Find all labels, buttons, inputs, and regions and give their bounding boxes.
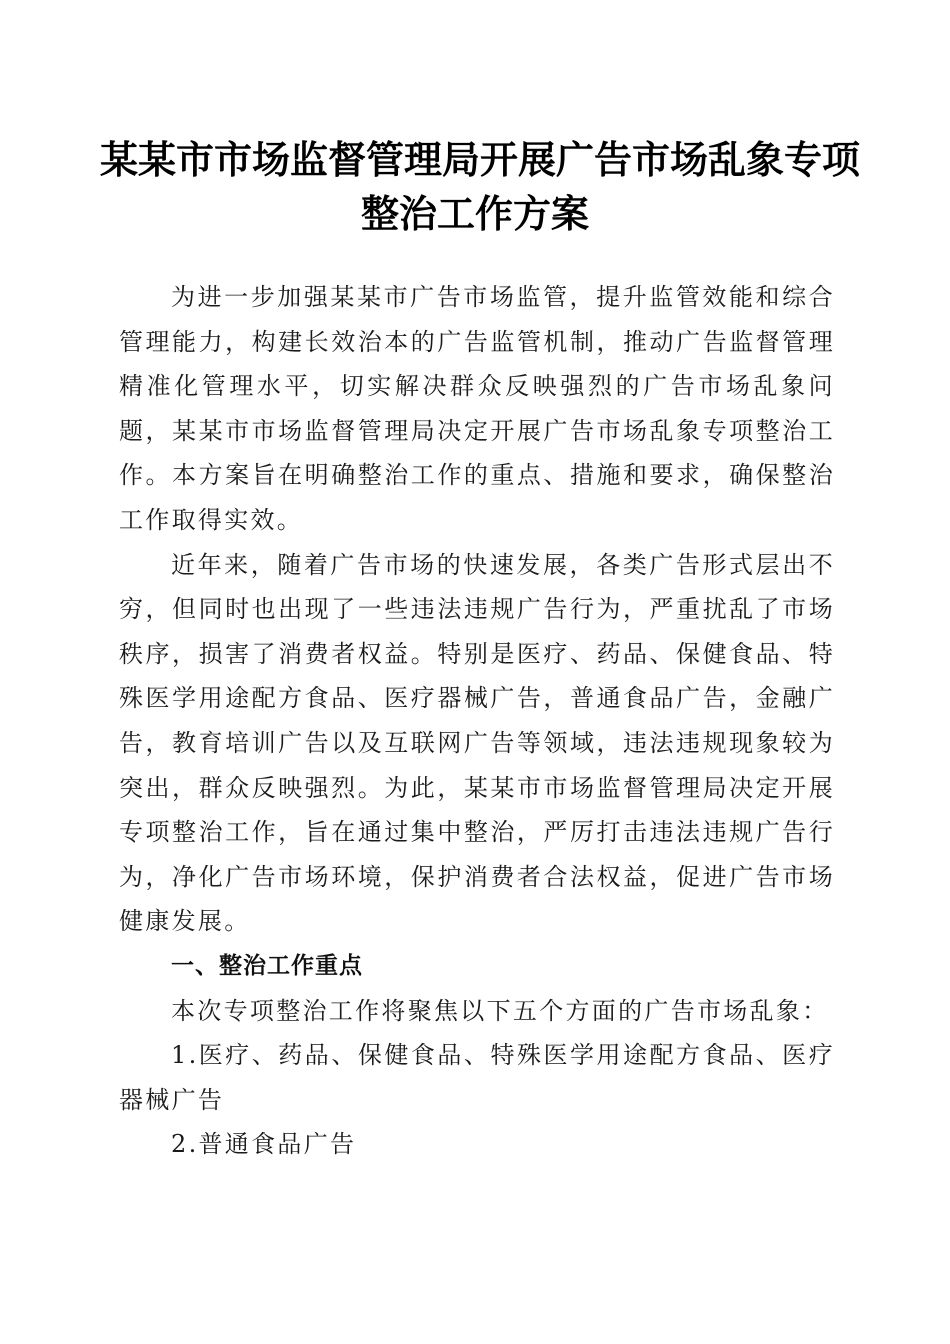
section-heading-1: 一、整治工作重点 [171,952,363,979]
title-line-1: 某某市市场监督管理局开展广告市场乱象专项 [100,137,861,182]
title-line-2: 整治工作方案 [360,191,589,236]
list-item: 2.普通食品广告 [171,1130,357,1159]
document-title [100,133,861,241]
list-item: 1.医疗、药品、保健食品、特殊医学用途配方食品、医疗器械广告 [119,1041,835,1114]
background-paragraph: 近年来，随着广告市场的快速发展，各类广告形式层出不穷，但同时也出现了一些违法违规广告行为，严重扰乱了市场秩序，损害了消费者权益。特别是医疗、药品、保健食品、特殊医学用途配方食品、医疗器械广告，普通食品广告，金融广告，教育培训广告以及互联网广告等领域，违法违规现象较为突出，群众反映强烈。为此，某某市市场监督管理局决定开展专项整治工作，旨在通过集中整治，严厉打击违法违规广告行为，净化广告市场环境，保护消费者合法权益，促进广告市场健康发展。 [119,550,835,936]
intro-paragraph: 为进一步加强某某市广告市场监管，提升监管效能和综合管理能力，构建长效治本的广告监管机制，推动广告监督管理精准化管理水平，切实解决群众反映强烈的广告市场乱象问题，某某市市场监督管理局决定开展广告市场乱象专项整治工作。本方案旨在明确整治工作的重点、措施和要求，确保整治工作取得实效。 [119,283,835,534]
document-body [119,275,835,1167]
section-intro-paragraph: 本次专项整治工作将聚焦以下五个方面的广告市场乱象： [171,996,829,1025]
